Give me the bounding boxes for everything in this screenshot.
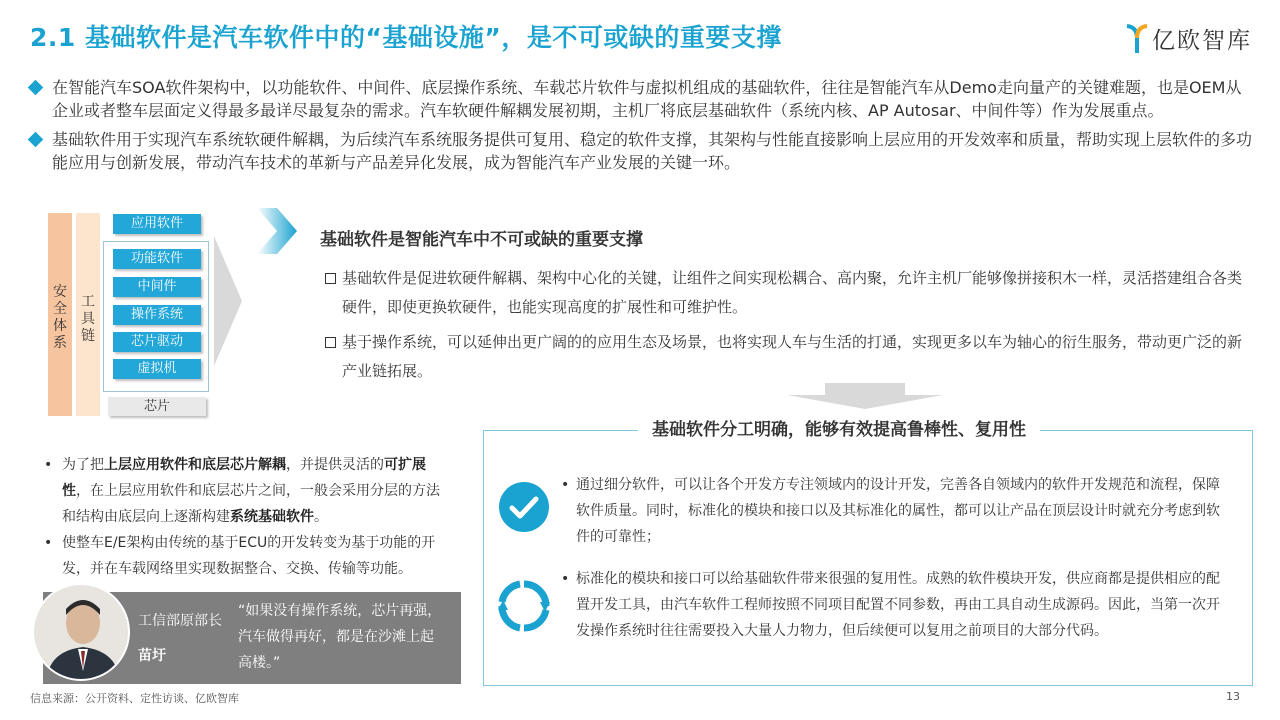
page-number: 13	[1226, 690, 1240, 703]
layer-vm: 虚拟机	[113, 359, 201, 379]
speaker-portrait	[32, 583, 130, 681]
note-text: 为了把	[62, 457, 104, 473]
speaker-name: 苗圩	[138, 648, 166, 664]
layer-app: 应用软件	[113, 214, 201, 234]
layer-chip-driver: 芯片驱动	[113, 332, 201, 352]
quote-text: “如果没有操作系统，芯片再强，汽车做得再好，都是在沙滩上起高楼。”	[238, 603, 442, 671]
logo-mark-icon	[1126, 24, 1148, 54]
note-item	[44, 452, 452, 530]
toolchain-label: 工具链	[81, 294, 95, 344]
support-list	[325, 264, 1243, 392]
support-title: 基础软件是智能汽车中不可或缺的重要支撑	[320, 230, 643, 250]
page-title: 2.1 基础软件是汽车软件中的“基础设施”，是不可或缺的重要支撑	[30, 23, 782, 52]
bullet-dot-icon: •	[44, 457, 53, 473]
division-item-text: 通过细分软件，可以让各个开发方专注领域内的设计开发，完善各自领域内的软件开发规范和流程，保障软件质量。同时，标准化的模块和接口以及其标准化的属性，都可以让产品在顶层设计时就充分考虑到软件的可靠性；	[576, 477, 1220, 545]
layer-middleware: 中间件	[113, 277, 201, 297]
division-box	[483, 430, 1253, 686]
layer-function: 功能软件	[113, 249, 201, 269]
intro-bullet-text: 基础软件用于实现汽车系统软硬件解耦，为后续汽车系统服务提供可复用、稳定的软件支撑，其架构与性能直接影响上层应用的开发效率和质量，帮助实现上层软件的多功能应用与创新发展，带动汽车技术的革新与产品差异化发展，成为智能汽车产业发展的关键一环。	[52, 130, 1253, 172]
intro-bullets	[30, 76, 1252, 180]
bullet-dot-icon: •	[561, 477, 570, 493]
diamond-bullet-icon	[28, 132, 44, 148]
refresh-cycle-icon	[498, 580, 550, 632]
down-arrow-icon	[787, 383, 943, 409]
bullet-dot-icon: •	[44, 535, 53, 551]
intro-bullet-text: 在智能汽车SOA软件架构中，以功能软件、中间件、底层操作系统、车载芯片软件与虚拟机组成的基础软件，往往是智能汽车从Demo走向量产的关键难题，也是OEM从企业或者整车层面定义得最多最详尽最复杂的需求。汽车软硬件解耦发展初期，主机厂将底层基础软件（系统内核、AP Autosar、中间件等）作为发展重点。	[52, 78, 1242, 120]
logo-text: 亿欧智库	[1152, 28, 1252, 54]
chevron-right-icon	[255, 206, 299, 256]
safety-label: 安全体系	[53, 284, 67, 351]
logo	[1126, 22, 1252, 55]
division-item-text: 标准化的模块和接口可以给基础软件带来很强的复用性。成熟的软件模块开发，供应商都是提供相应的配置开发工具，由汽车软件工程师按照不同项目配置不同参数，再由工具自动生成源码。因此，当第一次开发操作系统时往往需要投入大量人力物力，但后续便可以复用之前项目的大部分代码。	[576, 571, 1220, 639]
support-item-text: 基于操作系统，可以延伸出更广阔的的应用生态及场景，也将实现人车与生活的打通，实现更多以车为轴心的衍生服务，带动更广泛的新产业链拓展。	[342, 333, 1243, 380]
division-title: 基础软件分工明确，能够有效提高鲁棒性、复用性	[638, 415, 1040, 440]
right-arrow-icon	[214, 236, 242, 366]
square-bullet-icon	[325, 273, 336, 284]
note-emphasis: 系统基础软件	[230, 509, 314, 525]
note-text: ，并提供灵活的	[286, 457, 384, 473]
note-item	[44, 530, 452, 582]
note-text: 使整车E/E架构由传统的基于ECU的开发转变为基于功能的开发，并在车载网络里实现数据整合、交换、传输等功能。	[62, 535, 436, 577]
support-item-text: 基础软件是促进软硬件解耦、架构中心化的关键，让组件之间实现松耦合、高内聚，允许主机厂能够像拼接积木一样，灵活搭建组合各类硬件，即使更换软硬件，也能实现高度的扩展性和可维护性。	[342, 269, 1243, 316]
speaker-role: 工信部原部长	[138, 613, 222, 629]
support-item	[325, 264, 1243, 322]
note-text: ，在上层应用软件和底层芯片之间，一般会采用分层的方法和结构由底层向上逐渐构建	[62, 483, 440, 525]
diamond-bullet-icon	[28, 80, 44, 96]
intro-bullet	[30, 76, 1252, 122]
layer-chip: 芯片	[108, 397, 206, 416]
note-text: 。	[314, 509, 328, 525]
check-circle-icon	[498, 481, 550, 533]
person-icon	[34, 585, 130, 681]
square-bullet-icon	[325, 337, 336, 348]
note-emphasis: 上层应用软件和底层芯片解耦	[104, 457, 286, 473]
source-note: 信息来源：公开资料、定性访谈、亿欧智库	[30, 692, 239, 705]
layer-os: 操作系统	[113, 305, 201, 325]
left-notes	[44, 452, 452, 582]
intro-bullet	[30, 128, 1252, 174]
bullet-dot-icon: •	[561, 571, 570, 587]
support-item	[325, 328, 1243, 386]
note-emphasis: 可扩展性	[62, 457, 426, 499]
